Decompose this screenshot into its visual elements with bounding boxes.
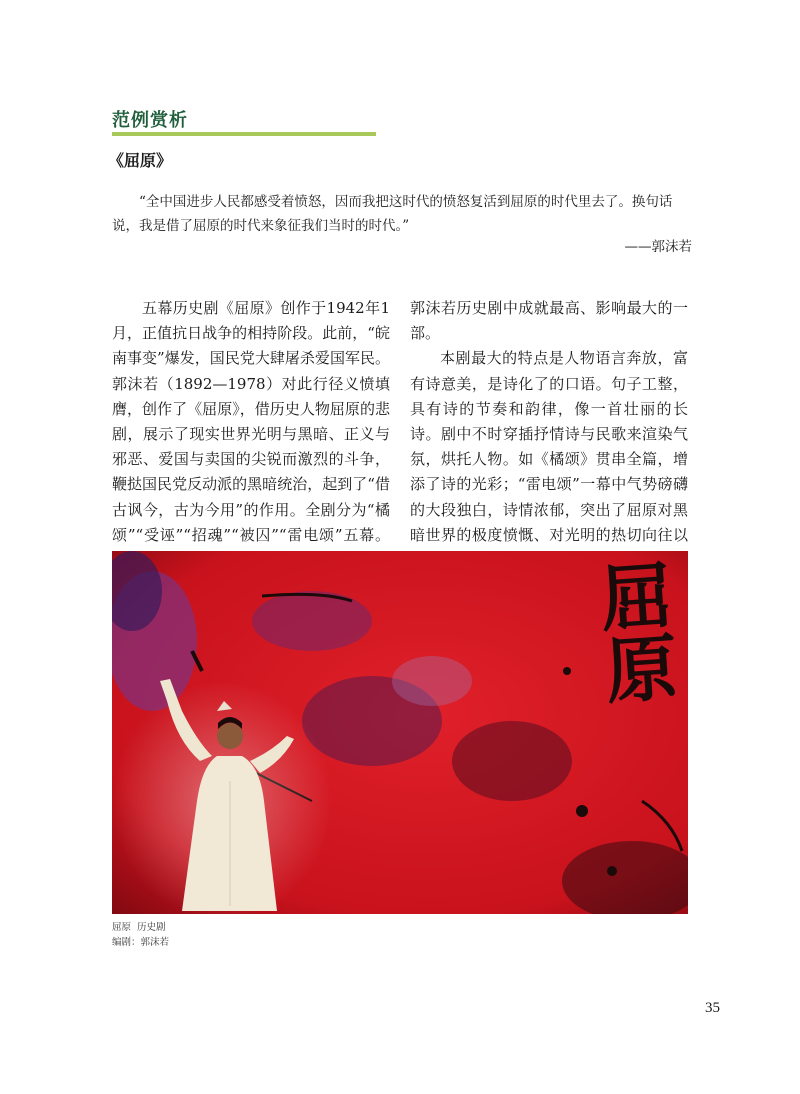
section-title: 范例赏析 [112,110,188,131]
section-underline [112,132,376,136]
body-column-right [410,296,688,573]
caption-line-title: 屈原 历史剧 [112,922,166,933]
body-paragraph: 本剧最大的特点是人物语言奔放，富有诗意美，是诗化了的口语。句子工整，具有诗的节奏和韵律，像一首壮丽的长诗。剧中不时穿插抒情诗与民歌来渲染气氛，烘托人物。如《橘颂》贯串全篇，增添了诗的光彩；“雷电颂”一幕中气势磅礴的大段独白，诗情浓郁，突出了屈原对黑暗世界的极度愤慨、对光明的热切向往以 [410,349,688,544]
page-number: 35 [705,1000,720,1016]
calligraphy-title: 屈原 [586,556,681,707]
stage-photo [112,551,688,914]
body-column-left [112,296,390,573]
section-header [112,106,188,132]
epigraph-quote: “全中国进步人民都感受着愤怒，因而我把这时代的愤怒复活到屈原的时代里去了。换句话说，我是借了屈原的时代来象征我们当时的时代。” [112,194,673,234]
work-title: 《屈原》 [108,151,173,170]
quote-attribution: ——郭沫若 [624,239,692,255]
body-paragraph: 五幕历史剧《屈原》创作于1942年1月，正值抗日战争的相持阶段。此前，“皖南事变”爆发，国民党大肆屠杀爱国军民。郭沫若（1892—1978）对此行径义愤填膺，创作了《屈原》，借历史人物屈原的悲剧，展示了现实世界光明与黑暗、正义与邪恶、爱国与卖国的尖锐而激烈的斗争，鞭挞国民党反动派的黑暗统治，起到了“借古讽今，古为今用”的作用。全剧分为“橘颂”“受诬”“招魂”“被囚”“雷电颂”五幕。 [112,299,390,544]
body-paragraph-continuation: 郭沫若历史剧中成就最高、影响最大的一部。 [410,299,688,343]
photo-caption [112,920,169,950]
caption-line-author: 编剧：郭沫若 [112,937,170,948]
